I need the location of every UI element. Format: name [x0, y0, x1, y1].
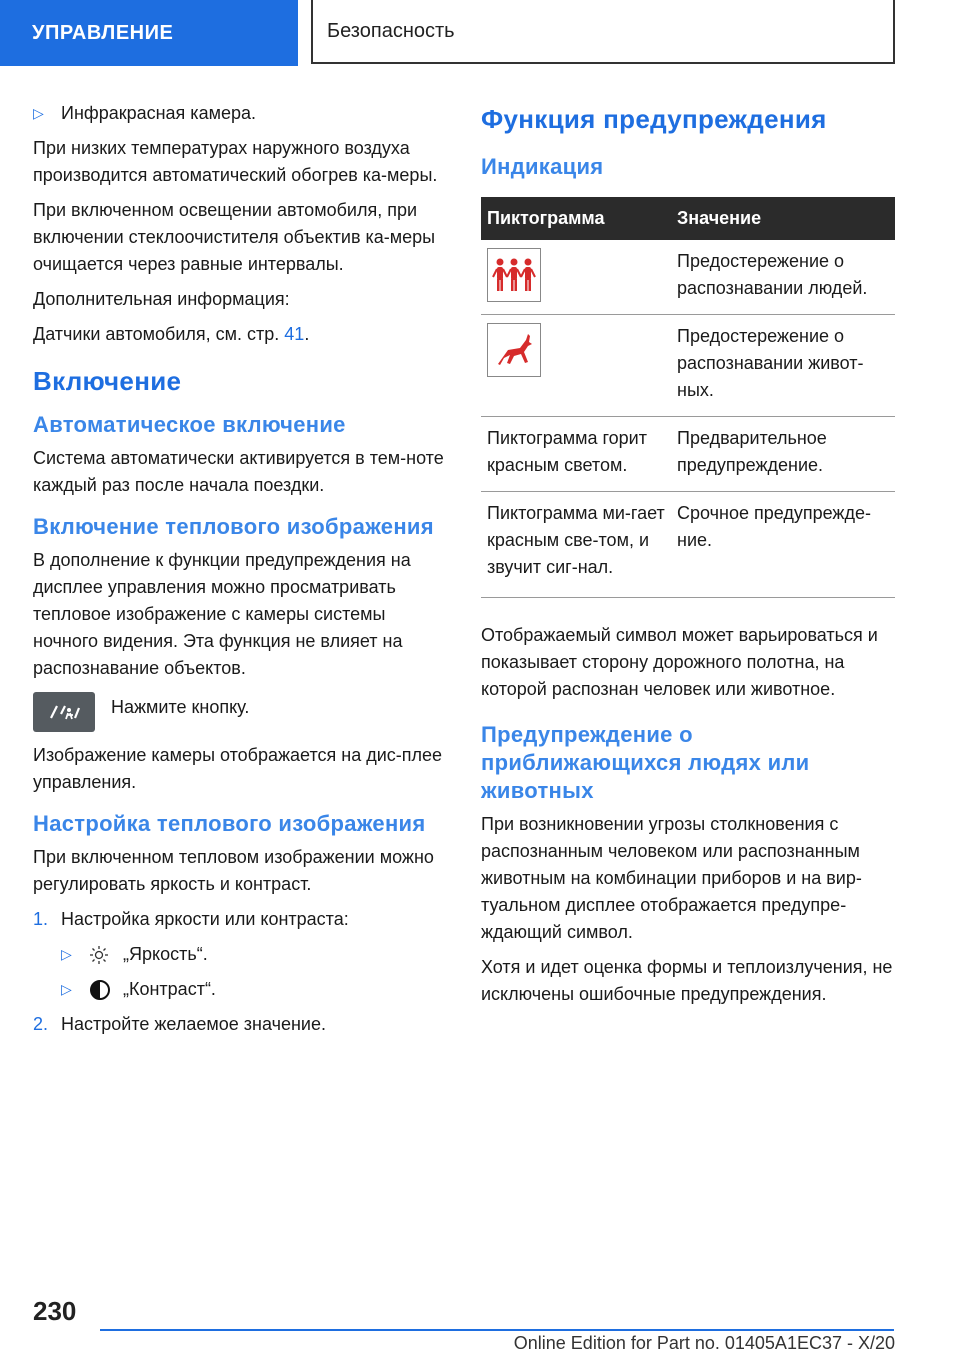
table-header: Пиктограмма	[481, 197, 671, 240]
paragraph: При низких температурах наружного воздуха производится автоматический обогрев ка-меры.	[33, 138, 438, 185]
left-column	[33, 100, 447, 1046]
list-item: ▷ „Контраст“.	[61, 976, 447, 1003]
heading-thermal: Включение теплового изображения	[33, 514, 434, 539]
table-row: Пиктограмма горит красным светом. Предварительное предупреждение.	[481, 417, 895, 492]
indication-table	[481, 197, 895, 598]
list-item: 2. Настройте желаемое значение.	[33, 1014, 326, 1034]
paragraph: При включенном тепловом изображении можно регулировать яркость и контраст.	[33, 847, 434, 894]
table-row: Предостережение о распознавании людей.	[481, 240, 895, 315]
night-vision-button-icon	[33, 692, 95, 732]
page-number: 230	[33, 1296, 77, 1326]
heading-enable: Включение	[33, 366, 182, 396]
animal-warning-icon	[487, 323, 541, 377]
chapter-title: Безопасность	[311, 0, 895, 64]
brightness-icon	[89, 945, 115, 965]
table-header: Значение	[671, 197, 895, 240]
paragraph: В дополнение к функции предупреждения на дисплее управления можно просматривать тепловое изображение с камеры системы ночного видения. Эта функция не влияет на распознавание объектов.	[33, 550, 411, 678]
paragraph: Датчики автомобиля, см. стр. 41.	[33, 324, 310, 344]
list-item: 1. Настройка яркости или контраста:	[33, 909, 349, 929]
list-item: ▷ Инфракрасная камера.	[33, 100, 447, 127]
triangle-bullet-icon: ▷	[33, 105, 44, 121]
section-tab: УПРАВЛЕНИЕ	[0, 0, 298, 66]
button-instruction: Нажмите кнопку.	[33, 692, 447, 732]
list-item: ▷ „Яркость“.	[61, 941, 447, 968]
triangle-bullet-icon: ▷	[61, 981, 72, 997]
right-column	[481, 100, 895, 1016]
heading-adjust: Настройка теплового изображения	[33, 811, 426, 836]
heading-auto: Автоматическое включение	[33, 412, 346, 437]
paragraph: Изображение камеры отображается на дис-плее управления.	[33, 745, 443, 792]
paragraph: При включенном освещении автомобиля, при включении стеклоочистителя объектив ка-меры очищается через равные интервалы.	[33, 200, 436, 274]
paragraph: Отображаемый символ может варьироваться и показывает сторону дорожного полотна, на которой распознан человек или животное.	[481, 625, 878, 699]
pedestrians-warning-icon	[487, 248, 541, 302]
heading-approach: Предупреждение о приближающихся людях или животных	[481, 722, 810, 803]
table-row: Предостережение о распознавании живот-ных.	[481, 315, 895, 417]
footer-divider	[100, 1329, 894, 1331]
heading-indication: Индикация	[481, 154, 604, 179]
paragraph: Дополнительная информация:	[33, 289, 290, 309]
edition-text: Online Edition for Part no. 01405A1EC37 - X/20	[513, 1333, 895, 1353]
contrast-icon	[89, 979, 115, 1001]
paragraph: Система автоматически активируется в тем-ноте каждый раз после начала поездки.	[33, 448, 444, 495]
page-link[interactable]: 41	[284, 324, 305, 344]
paragraph: При возникновении угрозы столкновения с распознанным человеком или распознанным животным на комбинации приборов и на вир-туальном дисплее отображается предупре-ждающий символ.	[481, 814, 862, 942]
triangle-bullet-icon: ▷	[61, 946, 72, 962]
heading-warning: Функция предупреждения	[481, 104, 827, 134]
table-row: Пиктограмма ми-гает красным све-том, и звучит сиг-нал. Срочное предупрежде-ние.	[481, 492, 895, 598]
paragraph: Хотя и идет оценка формы и теплоизлучения, не исключены ошибочные предупреждения.	[481, 957, 893, 1004]
